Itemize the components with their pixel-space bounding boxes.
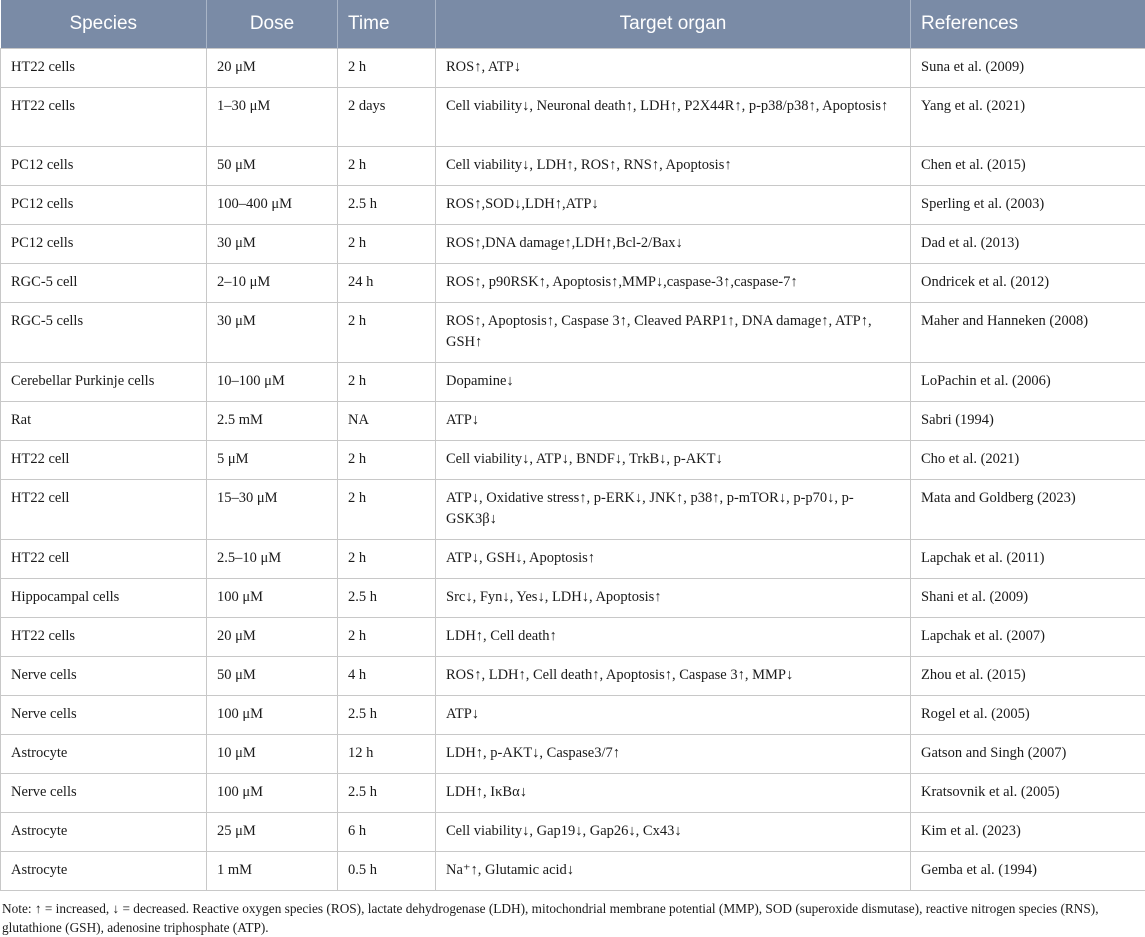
cell-dose: 30 μM xyxy=(207,303,338,363)
cell-dose: 20 μM xyxy=(207,618,338,657)
cell-dose: 10–100 μM xyxy=(207,363,338,402)
cell-time: 2.5 h xyxy=(338,696,436,735)
table-row xyxy=(1,49,1145,88)
cell-reference: Shani et al. (2009) xyxy=(911,579,1145,618)
cell-target-organ: ATP↓ xyxy=(436,696,911,735)
cell-dose: 25 μM xyxy=(207,813,338,852)
table-row xyxy=(1,618,1145,657)
cell-target-organ: ATP↓, GSH↓, Apoptosis↑ xyxy=(436,540,911,579)
cell-species: HT22 cell xyxy=(1,441,207,480)
table-row xyxy=(1,774,1145,813)
cell-target-organ: ROS↑, LDH↑, Cell death↑, Apoptosis↑, Caspase 3↑, MMP↓ xyxy=(436,657,911,696)
cell-target-organ: ROS↑,DNA damage↑,LDH↑,Bcl-2/Bax↓ xyxy=(436,225,911,264)
cell-target-organ: ROS↑, Apoptosis↑, Caspase 3↑, Cleaved PARP1↑, DNA damage↑, ATP↑, GSH↑ xyxy=(436,303,911,363)
cell-dose: 50 μM xyxy=(207,147,338,186)
cell-target-organ: ROS↑,SOD↓,LDH↑,ATP↓ xyxy=(436,186,911,225)
header-references: References xyxy=(911,0,1145,49)
cell-species: Rat xyxy=(1,402,207,441)
table-row xyxy=(1,88,1145,147)
cell-reference: Zhou et al. (2015) xyxy=(911,657,1145,696)
cell-species: Nerve cells xyxy=(1,696,207,735)
table-row xyxy=(1,657,1145,696)
cell-species: PC12 cells xyxy=(1,225,207,264)
cell-target-organ: Cell viability↓, Gap19↓, Gap26↓, Cx43↓ xyxy=(436,813,911,852)
cell-target-organ: LDH↑, Cell death↑ xyxy=(436,618,911,657)
cell-time: 2.5 h xyxy=(338,579,436,618)
cell-species: PC12 cells xyxy=(1,147,207,186)
cell-target-organ: Cell viability↓, ATP↓, BNDF↓, TrkB↓, p-AKT↓ xyxy=(436,441,911,480)
table-row xyxy=(1,441,1145,480)
table-row xyxy=(1,264,1145,303)
cell-dose: 100 μM xyxy=(207,696,338,735)
cell-reference: Sperling et al. (2003) xyxy=(911,186,1145,225)
table-row xyxy=(1,696,1145,735)
cell-dose: 5 μM xyxy=(207,441,338,480)
cell-time: 2 h xyxy=(338,540,436,579)
cell-reference: Kratsovnik et al. (2005) xyxy=(911,774,1145,813)
cell-time: 2 h xyxy=(338,147,436,186)
cell-species: Astrocyte xyxy=(1,735,207,774)
cell-dose: 100–400 μM xyxy=(207,186,338,225)
table-row xyxy=(1,303,1145,363)
header-species: Species xyxy=(1,0,207,49)
cell-dose: 100 μM xyxy=(207,579,338,618)
cell-dose: 100 μM xyxy=(207,774,338,813)
cell-dose: 30 μM xyxy=(207,225,338,264)
cell-target-organ: Cell viability↓, LDH↑, ROS↑, RNS↑, Apoptosis↑ xyxy=(436,147,911,186)
cell-reference: Kim et al. (2023) xyxy=(911,813,1145,852)
cell-species: Astrocyte xyxy=(1,813,207,852)
table-row xyxy=(1,147,1145,186)
cell-species: HT22 cells xyxy=(1,88,207,147)
cell-time: 2 h xyxy=(338,303,436,363)
cell-reference: Gatson and Singh (2007) xyxy=(911,735,1145,774)
header-dose: Dose xyxy=(207,0,338,49)
table-body xyxy=(1,49,1145,891)
cell-species: PC12 cells xyxy=(1,186,207,225)
cell-reference: Suna et al. (2009) xyxy=(911,49,1145,88)
cell-time: 2.5 h xyxy=(338,774,436,813)
cell-dose: 20 μM xyxy=(207,49,338,88)
cell-dose: 1–30 μM xyxy=(207,88,338,147)
cell-target-organ: ATP↓, Oxidative stress↑, p-ERK↓, JNK↑, p38↑, p-mTOR↓, p-p70↓, p-GSK3β↓ xyxy=(436,480,911,540)
cell-time: 2 days xyxy=(338,88,436,147)
cell-reference: Sabri (1994) xyxy=(911,402,1145,441)
table-row xyxy=(1,480,1145,540)
cell-time: 4 h xyxy=(338,657,436,696)
cell-target-organ: Dopamine↓ xyxy=(436,363,911,402)
cell-target-organ: ATP↓ xyxy=(436,402,911,441)
table-row xyxy=(1,363,1145,402)
cell-target-organ: Na⁺↑, Glutamic acid↓ xyxy=(436,852,911,891)
cell-dose: 2.5 mM xyxy=(207,402,338,441)
cell-reference: LoPachin et al. (2006) xyxy=(911,363,1145,402)
header-time: Time xyxy=(338,0,436,49)
table-header xyxy=(1,0,1145,49)
cell-reference: Lapchak et al. (2011) xyxy=(911,540,1145,579)
cell-time: NA xyxy=(338,402,436,441)
cell-reference: Maher and Hanneken (2008) xyxy=(911,303,1145,363)
cell-species: RGC-5 cells xyxy=(1,303,207,363)
header-target-organ: Target organ xyxy=(436,0,911,49)
cell-reference: Dad et al. (2013) xyxy=(911,225,1145,264)
cell-species: Nerve cells xyxy=(1,774,207,813)
cell-time: 6 h xyxy=(338,813,436,852)
header-row xyxy=(1,0,1145,49)
cell-reference: Rogel et al. (2005) xyxy=(911,696,1145,735)
cell-dose: 1 mM xyxy=(207,852,338,891)
cell-time: 2 h xyxy=(338,618,436,657)
table-row xyxy=(1,402,1145,441)
cell-species: HT22 cells xyxy=(1,618,207,657)
table-row xyxy=(1,813,1145,852)
cell-dose: 2–10 μM xyxy=(207,264,338,303)
table-row xyxy=(1,225,1145,264)
cell-species: Cerebellar Purkinje cells xyxy=(1,363,207,402)
table-row xyxy=(1,540,1145,579)
cell-species: Nerve cells xyxy=(1,657,207,696)
table-footnote: Note: ↑ = increased, ↓ = decreased. Reactive oxygen species (ROS), lactate dehydrogenase (LDH), mitochondrial membrane potential (MMP), SOD (superoxide dismutase), reactive nitrogen species (RNS), glutathione (GSH), adenosine triphosphate (ATP). xyxy=(0,891,1145,937)
cell-species: Astrocyte xyxy=(1,852,207,891)
cell-dose: 15–30 μM xyxy=(207,480,338,540)
table-row xyxy=(1,852,1145,891)
cell-reference: Ondricek et al. (2012) xyxy=(911,264,1145,303)
cell-time: 2 h xyxy=(338,363,436,402)
cell-target-organ: ROS↑, p90RSK↑, Apoptosis↑,MMP↓,caspase-3↑,caspase-7↑ xyxy=(436,264,911,303)
cell-reference: Chen et al. (2015) xyxy=(911,147,1145,186)
cell-species: HT22 cell xyxy=(1,540,207,579)
cell-target-organ: ROS↑, ATP↓ xyxy=(436,49,911,88)
cell-dose: 2.5–10 μM xyxy=(207,540,338,579)
cell-species: Hippocampal cells xyxy=(1,579,207,618)
cell-target-organ: LDH↑, p-AKT↓, Caspase3/7↑ xyxy=(436,735,911,774)
table-row xyxy=(1,735,1145,774)
cell-target-organ: LDH↑, IκBα↓ xyxy=(436,774,911,813)
cell-reference: Lapchak et al. (2007) xyxy=(911,618,1145,657)
cell-species: HT22 cells xyxy=(1,49,207,88)
cell-time: 0.5 h xyxy=(338,852,436,891)
cell-reference: Cho et al. (2021) xyxy=(911,441,1145,480)
cell-time: 2 h xyxy=(338,480,436,540)
cell-target-organ: Cell viability↓, Neuronal death↑, LDH↑, P2X44R↑, p-p38/p38↑, Apoptosis↑ xyxy=(436,88,911,147)
cell-time: 2 h xyxy=(338,225,436,264)
cell-time: 2 h xyxy=(338,49,436,88)
cell-time: 12 h xyxy=(338,735,436,774)
table-row xyxy=(1,186,1145,225)
table-row xyxy=(1,579,1145,618)
cell-time: 2.5 h xyxy=(338,186,436,225)
cell-time: 2 h xyxy=(338,441,436,480)
cell-species: RGC-5 cell xyxy=(1,264,207,303)
cell-reference: Gemba et al. (1994) xyxy=(911,852,1145,891)
cell-time: 24 h xyxy=(338,264,436,303)
cell-reference: Mata and Goldberg (2023) xyxy=(911,480,1145,540)
cell-dose: 50 μM xyxy=(207,657,338,696)
cell-dose: 10 μM xyxy=(207,735,338,774)
cell-species: HT22 cell xyxy=(1,480,207,540)
cell-target-organ: Src↓, Fyn↓, Yes↓, LDH↓, Apoptosis↑ xyxy=(436,579,911,618)
cell-reference: Yang et al. (2021) xyxy=(911,88,1145,147)
